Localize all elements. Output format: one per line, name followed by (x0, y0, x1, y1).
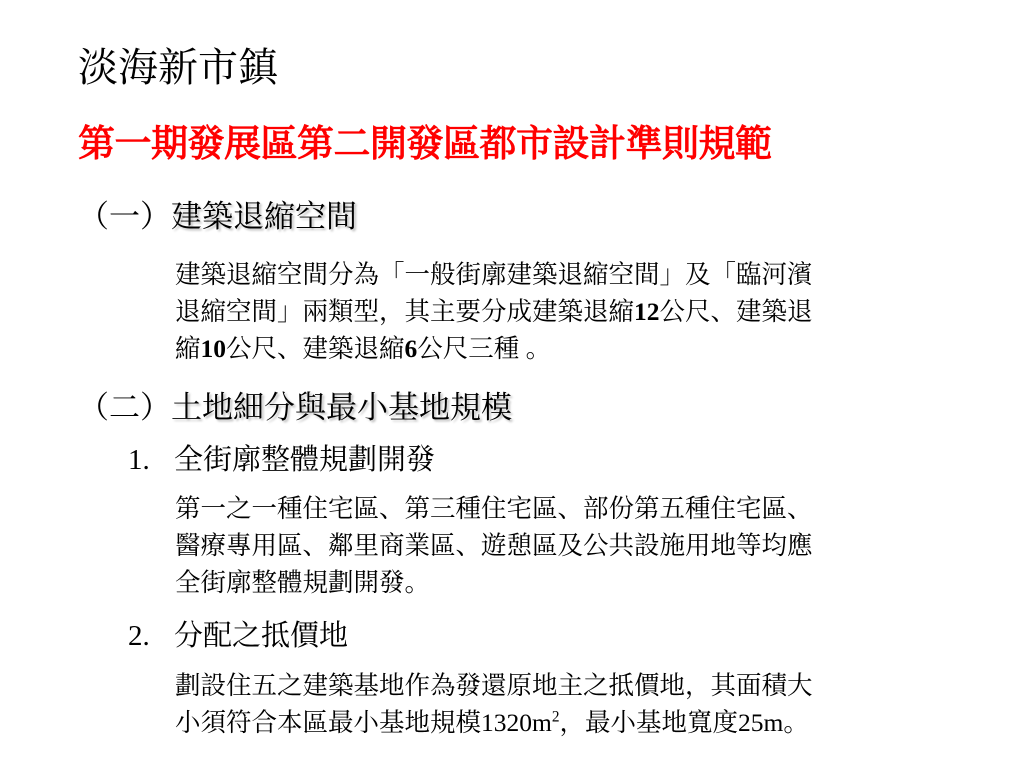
item-1-paragraph (175, 490, 965, 601)
section-1-line-3: 縮10公尺、建築退縮6公尺三種 。 (175, 334, 552, 363)
section-1-line-1: 建築退縮空間分為「一般街廓建築退縮空間」及「臨河濱 (175, 260, 813, 289)
item-1-line-2: 醫療專用區、鄰里商業區、遊憩區及公共設施用地等均應 (175, 531, 813, 560)
section-1-paragraph (175, 256, 965, 367)
item-1-number: 1. (128, 444, 150, 476)
item-2-heading (128, 617, 348, 655)
section-2-prefix: （二） (78, 390, 171, 425)
item-2-paragraph (175, 667, 965, 741)
section-2-heading-text: 土地細分與最小基地規模 (171, 390, 512, 425)
section-2-heading (78, 388, 512, 428)
section-1-line-2: 退縮空間」兩類型，其主要分成建築退縮12公尺、建築退 (175, 297, 813, 326)
item-1-heading (128, 441, 435, 479)
section-1-heading-text: 建築退縮空間 (171, 199, 357, 234)
item-1-line-3: 全街廓整體規劃開發。 (175, 568, 431, 597)
item-1-label: 全街廓整體規劃開發 (174, 444, 436, 476)
item-2-line-1: 劃設住五之建築基地作為發還原地主之抵價地，其面積大 (175, 671, 813, 700)
section-1-heading (78, 197, 357, 237)
section-1-prefix: （一） (78, 199, 171, 234)
item-2-label: 分配之抵價地 (174, 620, 349, 652)
slide-subtitle: 第一期發展區第二開發區都市設計準則規範 (78, 124, 772, 165)
item-2-number: 2. (128, 620, 150, 652)
item-1-line-1: 第一之一種住宅區、第三種住宅區、部份第五種住宅區、 (175, 494, 813, 523)
item-2-line-2: 小須符合本區最小基地規模$1320m^2$，最小基地寬度25m。 (175, 708, 809, 737)
slide-title: 淡海新市鎮 (78, 45, 278, 90)
